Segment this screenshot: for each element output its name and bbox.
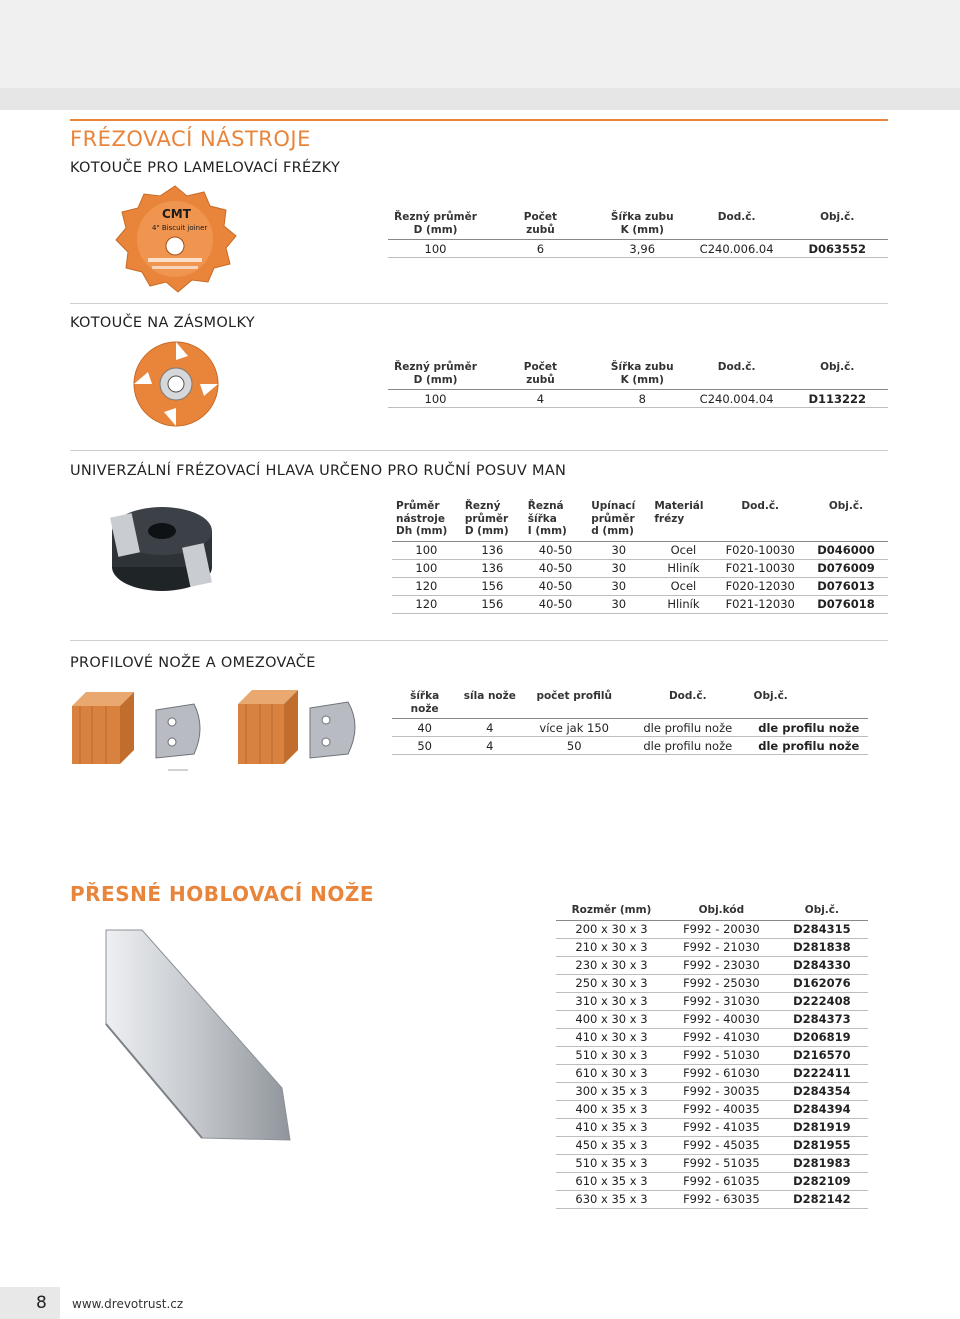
cutter-head-image	[100, 493, 220, 603]
table-cell: 200 x 30 x 3	[556, 920, 667, 938]
table-cell: 4	[483, 390, 598, 408]
table-row	[556, 920, 868, 938]
table-cell: více jak 150	[522, 719, 626, 737]
table-cell: dle profilu nože	[626, 737, 750, 755]
zasmolky-blade-image	[128, 338, 224, 430]
table-cell: F992 - 31030	[667, 992, 776, 1010]
table-cell: 4	[457, 737, 522, 755]
table-cell: 410 x 30 x 3	[556, 1028, 667, 1046]
table-cell: dle profilu nože	[626, 719, 750, 737]
table-cell: F992 - 51030	[667, 1046, 776, 1064]
table-cell: 610 x 35 x 3	[556, 1172, 667, 1190]
table-cell: F992 - 20030	[667, 920, 776, 938]
planer-knife-image	[104, 928, 294, 1158]
table-cell: 510 x 35 x 3	[556, 1154, 667, 1172]
order-number: D284354	[776, 1082, 868, 1100]
order-number: D282109	[776, 1172, 868, 1190]
col-header: Obj.č.	[786, 361, 888, 390]
order-number: D063552	[786, 240, 888, 258]
section-divider	[70, 303, 888, 304]
table-row	[556, 974, 868, 992]
col-header: Řezná šířka I (mm)	[524, 500, 587, 541]
order-number: D162076	[776, 974, 868, 992]
page-title: FRÉZOVACÍ NÁSTROJE	[70, 119, 888, 151]
page-number: 8	[36, 1293, 47, 1313]
order-number: D284373	[776, 1010, 868, 1028]
order-number: D284315	[776, 920, 868, 938]
col-header: Průměr nástroje Dh (mm)	[392, 500, 461, 541]
col-header: Materiál frézy	[650, 500, 716, 541]
table-cell: 156	[461, 595, 524, 613]
table-cell: 3,96	[598, 240, 687, 258]
top-band	[0, 0, 960, 110]
table-cell: 230 x 30 x 3	[556, 956, 667, 974]
table-cell: F021-10030	[716, 559, 804, 577]
table-row	[392, 559, 888, 577]
table-cell: F992 - 51035	[667, 1154, 776, 1172]
lamelovaci-blade-image	[112, 184, 238, 294]
table-hlava	[392, 500, 888, 614]
table-cell: 6	[483, 240, 598, 258]
table-cell: 400 x 30 x 3	[556, 1010, 667, 1028]
col-header: šířka nože	[392, 690, 457, 719]
table-cell: 100	[388, 240, 483, 258]
table-row	[556, 1172, 868, 1190]
table-cell: F992 - 25030	[667, 974, 776, 992]
section-title-zasmolky: KOTOUČE NA ZÁSMOLKY	[70, 315, 255, 331]
order-number: dle profilu nože	[750, 737, 868, 755]
table-cell: 40-50	[524, 541, 587, 559]
table-row	[556, 1154, 868, 1172]
table-cell: 300 x 35 x 3	[556, 1082, 667, 1100]
table-cell: 410 x 35 x 3	[556, 1118, 667, 1136]
table-row	[556, 938, 868, 956]
section-title-profilove: PROFILOVÉ NOŽE A OMEZOVAČE	[70, 655, 316, 671]
section-title-hoblovaci: PŘESNÉ HOBLOVACÍ NOŽE	[70, 882, 375, 906]
col-header: Řezný průměr D (mm)	[461, 500, 524, 541]
col-header: Šířka zubu K (mm)	[598, 361, 687, 390]
table-cell: F021-12030	[716, 595, 804, 613]
section-divider	[70, 640, 888, 641]
table-cell: 40-50	[524, 577, 587, 595]
table-cell: F020-10030	[716, 541, 804, 559]
table-cell: Hliník	[650, 595, 716, 613]
col-header: Řezný průměr D (mm)	[388, 211, 483, 240]
table-row	[556, 992, 868, 1010]
website-link[interactable]: www.drevotrust.cz	[72, 1297, 184, 1311]
table-cell: F992 - 21030	[667, 938, 776, 956]
table-cell: 30	[587, 559, 650, 577]
order-number: D216570	[776, 1046, 868, 1064]
table-cell: C240.004.04	[687, 390, 787, 408]
order-number: D281955	[776, 1136, 868, 1154]
order-number: D284394	[776, 1100, 868, 1118]
table-profilove	[392, 690, 868, 755]
table-cell: F992 - 40035	[667, 1100, 776, 1118]
table-row	[388, 390, 888, 408]
table-cell: 4	[457, 719, 522, 737]
order-number: D076018	[804, 595, 888, 613]
order-number: D282142	[776, 1190, 868, 1208]
table-row	[556, 1010, 868, 1028]
blade-model-text: 4" Biscuit joiner	[152, 224, 208, 232]
table-row	[392, 541, 888, 559]
table-cell: F992 - 61035	[667, 1172, 776, 1190]
col-header: Dod.č.	[687, 211, 787, 240]
table-cell: 610 x 30 x 3	[556, 1064, 667, 1082]
table-lamelovaci	[388, 211, 888, 258]
order-number: D281838	[776, 938, 868, 956]
order-number: D076013	[804, 577, 888, 595]
table-body	[556, 920, 868, 1208]
order-number: D076009	[804, 559, 888, 577]
order-number: dle profilu nože	[750, 719, 868, 737]
table-cell: Ocel	[650, 577, 716, 595]
col-header: Dod.č.	[716, 500, 804, 541]
col-header: Šířka zubu K (mm)	[598, 211, 687, 240]
table-cell: F992 - 40030	[667, 1010, 776, 1028]
table-cell: 50	[522, 737, 626, 755]
table-cell: Hliník	[650, 559, 716, 577]
table-cell: F020-12030	[716, 577, 804, 595]
page-number-box	[0, 1287, 60, 1319]
table-cell: 50	[392, 737, 457, 755]
table-cell: F992 - 63035	[667, 1190, 776, 1208]
order-number: D113222	[786, 390, 888, 408]
order-number: D046000	[804, 541, 888, 559]
section-title-lamelovaci: KOTOUČE PRO LAMELOVACÍ FRÉZKY	[70, 160, 341, 176]
table-cell: 40	[392, 719, 457, 737]
col-header: Řezný průměr D (mm)	[388, 361, 483, 390]
table-row	[556, 1082, 868, 1100]
table-row	[392, 595, 888, 613]
col-header: Dod.č.	[687, 361, 787, 390]
table-cell: 100	[388, 390, 483, 408]
col-header: Obj.č.	[750, 690, 868, 719]
table-cell: 30	[587, 595, 650, 613]
col-header: Obj.kód	[667, 904, 776, 920]
table-cell: C240.006.04	[687, 240, 787, 258]
table-cell: 250 x 30 x 3	[556, 974, 667, 992]
table-cell: 100	[392, 559, 461, 577]
col-header: počet profilů	[522, 690, 626, 719]
section-title-hlava: UNIVERZÁLNÍ FRÉZOVACÍ HLAVA URČENO PRO RUČNÍ POSUV MAN	[70, 463, 567, 479]
table-cell: 120	[392, 595, 461, 613]
table-hoblovaci	[556, 904, 868, 1209]
order-number: D281983	[776, 1154, 868, 1172]
col-header: síla nože	[457, 690, 522, 719]
table-row	[556, 1064, 868, 1082]
profile-knives-image	[72, 684, 372, 776]
table-cell: 310 x 30 x 3	[556, 992, 667, 1010]
table-cell: F992 - 23030	[667, 956, 776, 974]
table-cell: 8	[598, 390, 687, 408]
col-header: Upínací průměr d (mm)	[587, 500, 650, 541]
table-cell: 40-50	[524, 595, 587, 613]
order-number: D222411	[776, 1064, 868, 1082]
table-row	[556, 1136, 868, 1154]
table-row	[556, 1190, 868, 1208]
table-cell: F992 - 45035	[667, 1136, 776, 1154]
col-header: Dod.č.	[626, 690, 750, 719]
table-cell: F992 - 41030	[667, 1028, 776, 1046]
table-cell: F992 - 41035	[667, 1118, 776, 1136]
col-header: Obj.č.	[786, 211, 888, 240]
col-header: Obj.č.	[776, 904, 868, 920]
table-cell: 30	[587, 541, 650, 559]
table-row	[388, 240, 888, 258]
section-divider	[70, 450, 888, 451]
table-cell: 210 x 30 x 3	[556, 938, 667, 956]
table-cell: 120	[392, 577, 461, 595]
col-header: Rozměr (mm)	[556, 904, 667, 920]
col-header: Obj.č.	[804, 500, 888, 541]
col-header: Počet zubů	[483, 211, 598, 240]
table-row	[556, 1118, 868, 1136]
table-cell: 510 x 30 x 3	[556, 1046, 667, 1064]
table-cell: 100	[392, 541, 461, 559]
table-row	[556, 1100, 868, 1118]
col-header: Počet zubů	[483, 361, 598, 390]
table-cell: 630 x 35 x 3	[556, 1190, 667, 1208]
table-cell: Ocel	[650, 541, 716, 559]
table-cell: 136	[461, 541, 524, 559]
table-zasmolky	[388, 361, 888, 408]
table-cell: F992 - 61030	[667, 1064, 776, 1082]
table-cell: F992 - 30035	[667, 1082, 776, 1100]
table-row	[392, 577, 888, 595]
table-row	[392, 737, 868, 755]
order-number: D222408	[776, 992, 868, 1010]
table-row	[556, 1028, 868, 1046]
table-cell: 136	[461, 559, 524, 577]
table-cell: 30	[587, 577, 650, 595]
order-number: D281919	[776, 1118, 868, 1136]
table-cell: 450 x 35 x 3	[556, 1136, 667, 1154]
table-cell: 156	[461, 577, 524, 595]
order-number: D206819	[776, 1028, 868, 1046]
table-row	[556, 1046, 868, 1064]
table-row	[556, 956, 868, 974]
table-row	[392, 719, 868, 737]
order-number: D284330	[776, 956, 868, 974]
table-cell: 40-50	[524, 559, 587, 577]
blade-brand-text: CMT	[162, 207, 191, 221]
table-cell: 400 x 35 x 3	[556, 1100, 667, 1118]
